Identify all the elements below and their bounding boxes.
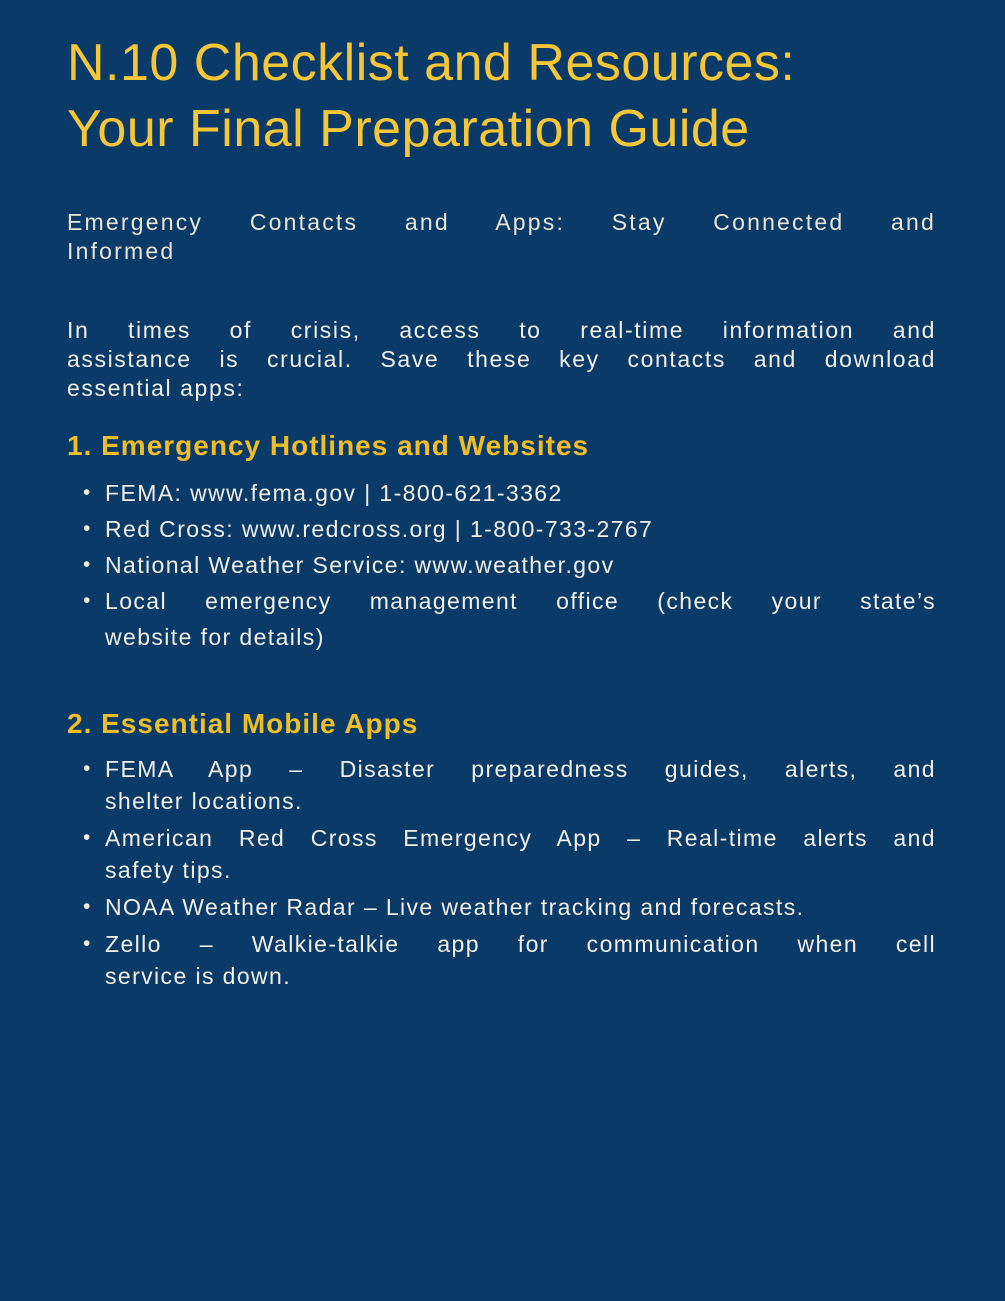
list-item-line: • American Red Cross Emergency App – Real-time alerts and — [105, 825, 936, 851]
hotline-item-fema — [67, 475, 936, 511]
list-item-line: • National Weather Service: www.weather.gov — [105, 552, 615, 578]
app-item-zello — [67, 928, 936, 992]
subtitle-line-2: Informed — [67, 238, 176, 264]
subtitle — [67, 208, 936, 266]
emergency-hotlines-list — [67, 475, 936, 655]
app-item-noaa-radar — [67, 891, 936, 923]
hotline-item-local-office — [67, 583, 936, 655]
section-2-heading: 2. Essential Mobile Apps — [67, 708, 419, 739]
app-item-red-cross-app — [67, 822, 936, 886]
list-item-line: • Zello – Walkie-talkie app for communication when cell — [105, 931, 936, 957]
intro-line-3: essential apps: — [67, 375, 245, 401]
list-item-line: • FEMA App – Disaster preparedness guides, alerts, and — [105, 756, 936, 782]
list-item-line: • Local emergency management office (check your state’s — [105, 588, 936, 614]
intro-line-2: assistance is crucial. Save these key contacts and download — [67, 346, 936, 372]
list-item-line: website for details) — [105, 624, 325, 650]
list-item-line: shelter locations. — [105, 788, 303, 814]
intro-line-1: In times of crisis, access to real-time information and — [67, 317, 936, 343]
subtitle-line-1: Emergency Contacts and Apps: Stay Connected and — [67, 209, 936, 235]
list-item-line: • NOAA Weather Radar – Live weather tracking and forecasts. — [105, 894, 805, 920]
list-item-line: • FEMA: www.fema.gov | 1-800-621-3362 — [105, 480, 563, 506]
hotline-item-red-cross — [67, 511, 936, 547]
mobile-apps-list — [67, 753, 936, 992]
app-item-fema-app — [67, 753, 936, 817]
list-item-line: safety tips. — [105, 857, 232, 883]
list-item-line: service is down. — [105, 963, 292, 989]
intro-paragraph — [67, 316, 936, 403]
page-title-line-1: N.10 Checklist and Resources: — [67, 34, 796, 92]
page-title-line-2: Your Final Preparation Guide — [67, 100, 750, 158]
list-item-line: • Red Cross: www.redcross.org | 1-800-733-2767 — [105, 516, 654, 542]
page-title — [67, 30, 936, 162]
hotline-item-weather-service — [67, 547, 936, 583]
section-1-heading: 1. Emergency Hotlines and Websites — [67, 430, 590, 461]
